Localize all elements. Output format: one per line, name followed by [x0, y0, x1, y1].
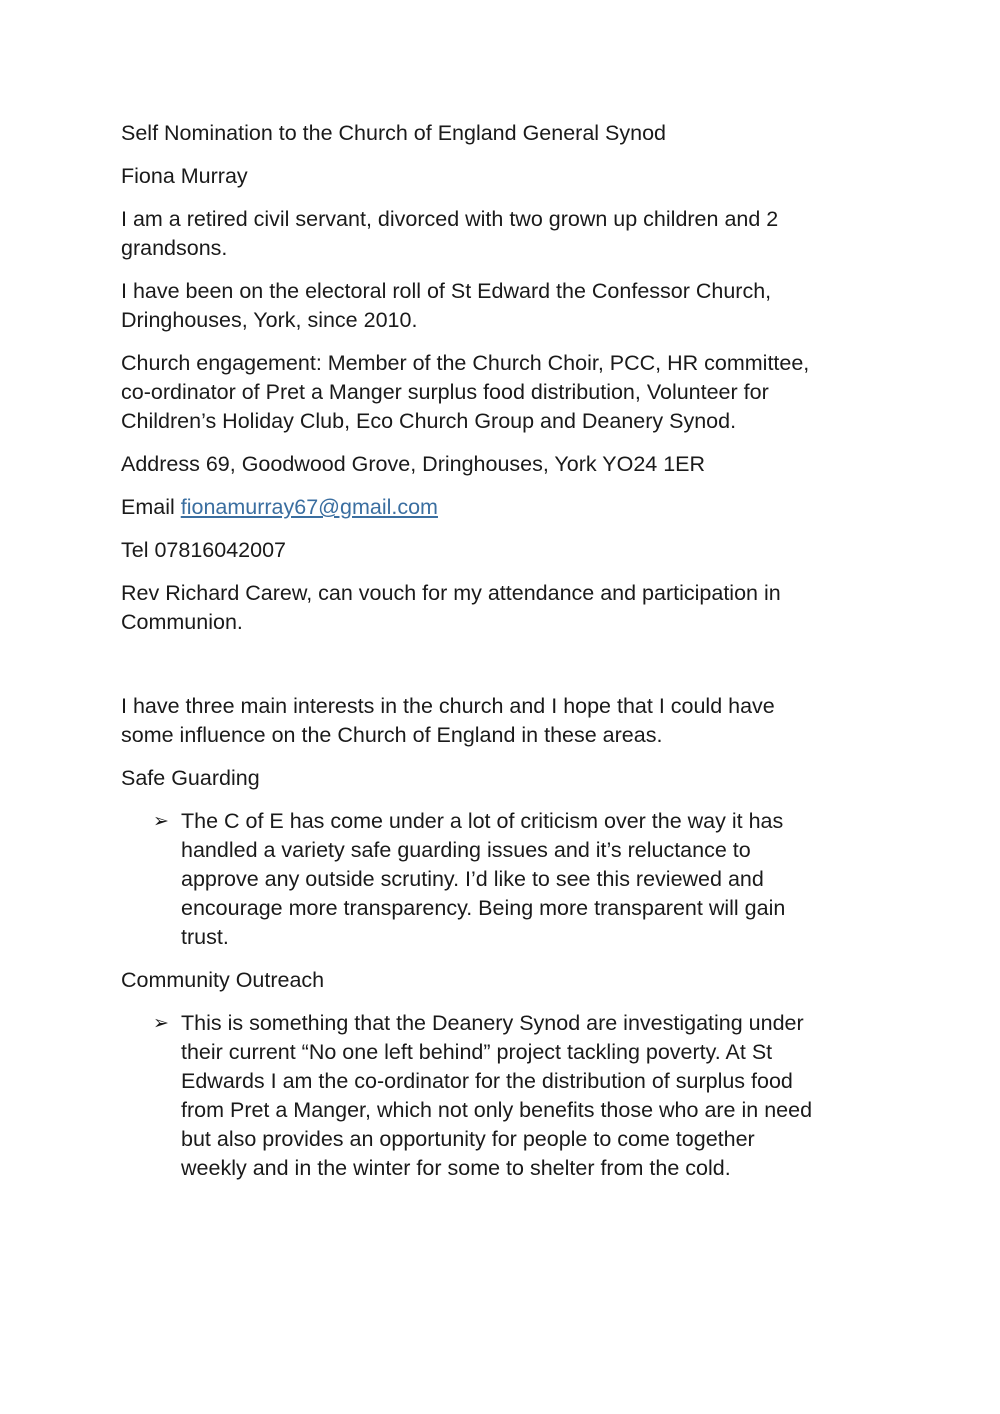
interests-line: some influence on the Church of England in these areas.: [121, 723, 663, 747]
safe-guarding-bullet: [121, 807, 891, 952]
reference-paragraph: [121, 579, 891, 637]
bullet-line: Edwards I am the co-ordinator for the distribution of surplus food: [181, 1069, 793, 1093]
arrow-bullet-icon: ➢: [153, 1012, 169, 1034]
bullet-line: but also provides an opportunity for people to come together: [181, 1127, 755, 1151]
section-heading-safe-guarding: Safe Guarding: [121, 766, 260, 790]
bullet-line: This is something that the Deanery Synod are investigating under: [181, 1011, 804, 1035]
email-line: [121, 493, 891, 522]
nominee-name: Fiona Murray: [121, 164, 248, 188]
bullet-line: The C of E has come under a lot of criticism over the way it has: [181, 809, 784, 833]
engagement-line: co-ordinator of Pret a Manger surplus food distribution, Volunteer for: [121, 380, 769, 404]
address-line: Address 69, Goodwood Grove, Dringhouses, York YO24 1ER: [121, 452, 706, 476]
bullet-line: approve any outside scrutiny. I’d like to see this reviewed and: [181, 867, 764, 891]
arrow-bullet-icon: ➢: [153, 810, 169, 832]
bullet-line: their current “No one left behind” project tackling poverty. At St: [181, 1040, 773, 1064]
interests-paragraph: [121, 692, 891, 750]
electoral-roll-paragraph: [121, 277, 891, 335]
bullet-line: weekly and in the winter for some to shelter from the cold.: [181, 1156, 731, 1180]
electoral-line: I have been on the electoral roll of St Edward the Confessor Church,: [121, 279, 772, 303]
email-link[interactable]: fionamurray67@gmail.com: [180, 495, 438, 519]
engagement-line: Children’s Holiday Club, Eco Church Group and Deanery Synod.: [121, 409, 737, 433]
bio-line: grandsons.: [121, 236, 228, 260]
electoral-line: Dringhouses, York, since 2010.: [121, 308, 418, 332]
engagement-line: Church engagement: Member of the Church Choir, PCC, HR committee,: [121, 351, 810, 375]
bullet-line: handled a variety safe guarding issues and it’s reluctance to: [181, 838, 751, 862]
document-title: Self Nomination to the Church of England General Synod: [121, 121, 666, 145]
interests-line: I have three main interests in the church and I hope that I could have: [121, 694, 775, 718]
bio-paragraph: [121, 205, 891, 263]
email-label: Email: [121, 495, 181, 519]
blank-spacer: [121, 651, 891, 692]
telephone-line: Tel 07816042007: [121, 538, 286, 562]
reference-line: Rev Richard Carew, can vouch for my attendance and participation in: [121, 581, 781, 605]
document-page: [121, 119, 891, 1197]
bio-line: I am a retired civil servant, divorced with two grown up children and 2: [121, 207, 779, 231]
bullet-line: trust.: [181, 925, 229, 949]
bullet-line: from Pret a Manger, which not only benefits those who are in need: [181, 1098, 813, 1122]
community-outreach-bullet: [121, 1009, 891, 1183]
bullet-line: encourage more transparency. Being more transparent will gain: [181, 896, 786, 920]
church-engagement-paragraph: [121, 349, 891, 436]
section-heading-community-outreach: Community Outreach: [121, 968, 325, 992]
reference-line: Communion.: [121, 610, 243, 634]
